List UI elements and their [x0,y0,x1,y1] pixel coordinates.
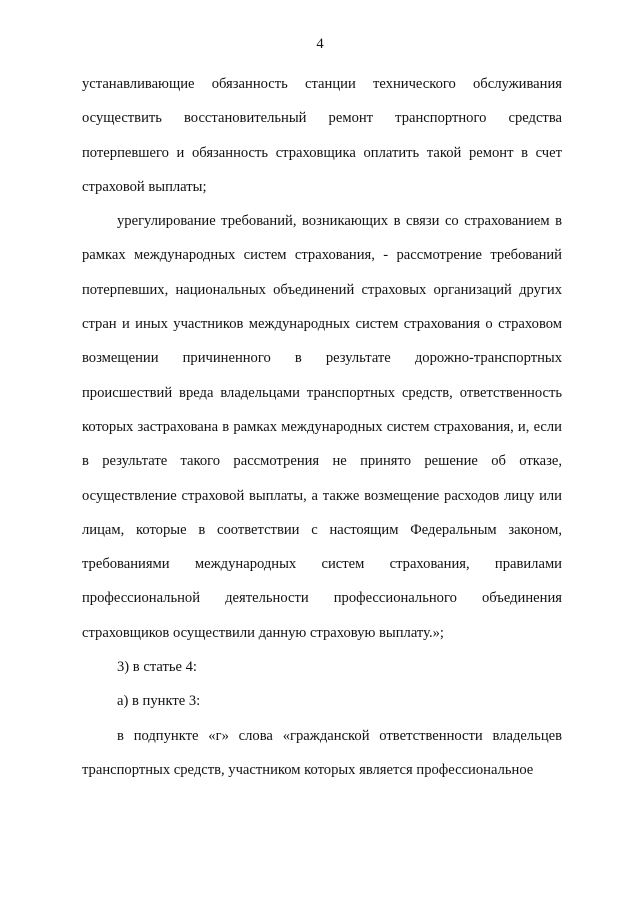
paragraph-station-obligation: устанавливающие обязанность станции технического обслуживания осуществить восстановительный ремонт транспортного средства потерпевшего и обязанность страховщика оплатить такой ремонт в счет страховой выплаты; [82,76,562,195]
document-body [82,67,562,787]
paragraph-article-4: 3) в статье 4: [117,659,197,676]
paragraph-claims-settlement: урегулирование требований, возникающих в связи со страхованием в рамках международных систем страхования, - рассмотрение требований потерпевших, национальных объединений страховых организаций других стран и иных участников международных систем страхования о страховом возмещении причиненного в результате дорожно-транспортных происшествий вреда владельцами транспортных средств, ответственность которых застрахована в рамках международных систем страхования, и, если в результате такого рассмотрения не принято решение об отказе, осуществление страховой выплаты, а также возмещение расходов лицу или лицам, которые в соответствии с настоящим Федеральным законом, требованиями международных систем страхования, правилами профессиональной деятельности профессионального объединения страховщиков осуществили данную страховую выплату.»; [82,213,562,641]
page-number: 4 [316,36,324,52]
paragraph-point-3: а) в пункте 3: [117,693,201,710]
paragraph-subpoint-g: в подпункте «г» слова «гражданской ответственности владельцев транспортных средств, участником которых является профессиональное [82,727,562,778]
